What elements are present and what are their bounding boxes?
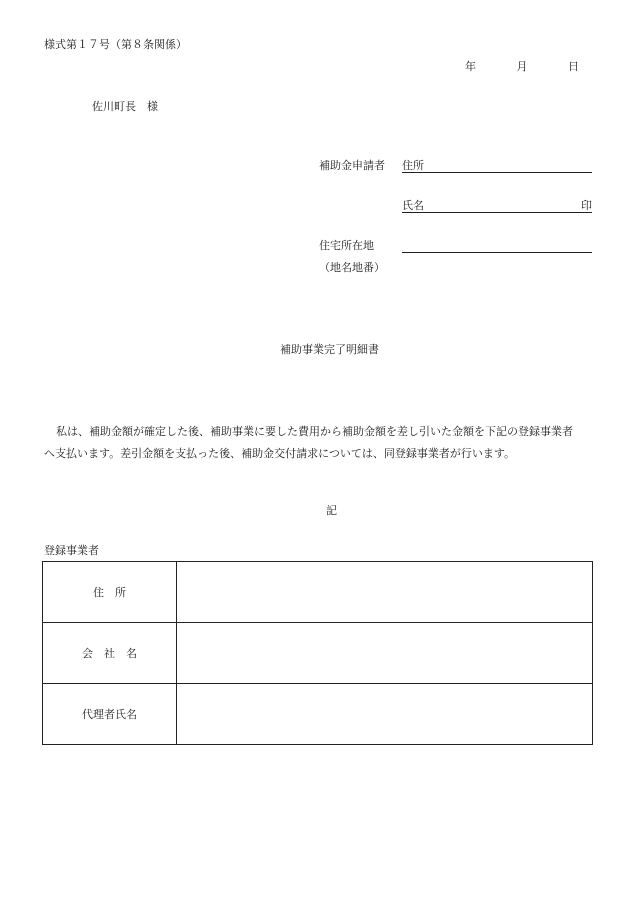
residence-sub-label: （地名地番） <box>319 261 385 274</box>
company-row-value[interactable] <box>177 623 593 684</box>
seal-mark: 印 <box>581 199 592 212</box>
ki-mark: 記 <box>326 504 337 517</box>
address-row-value[interactable] <box>177 562 593 623</box>
table-row <box>43 623 593 684</box>
body-line-2: へ支払います。差引金額を支払った後、補助金交付請求については、同登録事業者が行います。 <box>44 447 516 460</box>
document-title: 補助事業完了明細書 <box>280 343 379 356</box>
registered-business-caption: 登録事業者 <box>44 544 99 557</box>
name-label: 氏名 <box>402 199 424 212</box>
agent-row-value[interactable] <box>177 684 593 745</box>
table-row <box>43 684 593 745</box>
day-label: 日 <box>568 60 579 73</box>
applicant-label: 補助金申請者 <box>319 159 385 172</box>
residence-label: 住宅所在地 <box>319 239 374 252</box>
date-line <box>465 61 579 72</box>
body-line-1: 私は、補助金額が確定した後、補助事業に要した費用から補助金額を差し引いた金額を下記の登録事業者 <box>56 425 573 438</box>
table-row <box>43 562 593 623</box>
name-line[interactable] <box>402 212 592 213</box>
company-row-label: 会 社 名 <box>43 623 177 684</box>
address-label: 住所 <box>402 159 424 172</box>
form-number: 様式第１７号（第８条関係） <box>44 38 187 51</box>
registered-business-table <box>42 561 593 745</box>
agent-row-label: 代理者氏名 <box>43 684 177 745</box>
addressee: 佐川町長 様 <box>92 100 158 113</box>
address-line[interactable] <box>402 172 592 173</box>
month-label: 月 <box>516 60 528 73</box>
body-paragraph <box>44 421 624 465</box>
address-row-label: 住 所 <box>43 562 177 623</box>
residence-line[interactable] <box>402 252 592 253</box>
year-label: 年 <box>465 60 476 73</box>
